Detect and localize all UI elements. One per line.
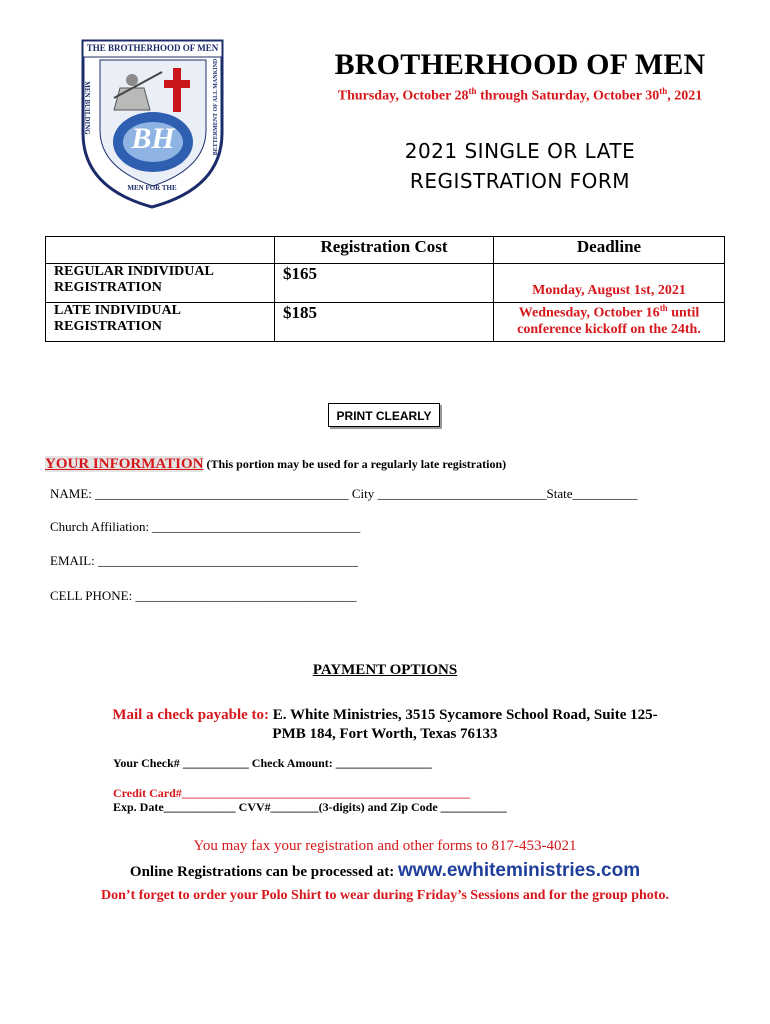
logo-right-text: BETTERMENT OF ALL MANKIND	[213, 58, 219, 156]
table-row	[46, 303, 725, 342]
email-field[interactable]: EMAIL: ________________________________________	[50, 553, 359, 568]
check-number-field[interactable]: Your Check# ___________ Check Amount: ________________	[113, 756, 432, 770]
table-row	[46, 264, 725, 303]
expiration-cvv-zip-field[interactable]: Exp. Date____________ CVV#________(3-digits) and Zip Code ___________	[113, 800, 507, 814]
registration-cost-table	[45, 236, 725, 342]
online-registration-line	[0, 860, 770, 882]
page-title: BROTHERHOOD OF MEN	[334, 48, 706, 81]
mail-address: E. White Ministries, 3515 Sycamore School Road, Suite 125-PMB 184, Fort Worth, Texas 76133	[272, 707, 658, 742]
website-link[interactable]: www.ewhiteministries.com	[397, 860, 641, 881]
row-deadline-late: Wednesday, October 16th until conference kickoff on the 24th.	[494, 303, 725, 342]
logo-left-text: MEN BUILDING	[83, 81, 91, 135]
cell-phone-field[interactable]: CELL PHONE: __________________________________	[50, 588, 357, 603]
logo-bottom-text: MEN FOR THE	[127, 184, 177, 192]
table-header-blank	[46, 237, 275, 264]
row-cost-late: $185	[275, 303, 494, 342]
your-information-note: (This portion may be used for a regularly late registration)	[203, 457, 507, 471]
form-title-line2: REGISTRATION FORM	[409, 169, 631, 193]
event-dates: Thursday, October 28th through Saturday, October 30th, 2021	[337, 86, 703, 104]
brotherhood-logo	[80, 38, 225, 210]
row-label-late: LATE INDIVIDUAL REGISTRATION	[46, 303, 275, 342]
payment-options-title: PAYMENT OPTIONS	[312, 662, 458, 678]
polo-shirt-reminder: Don’t forget to order your Polo Shirt to wear during Friday’s Sessions and for the group photo.	[101, 888, 669, 903]
table-header-row	[46, 237, 725, 264]
row-label-regular: REGULAR INDIVIDUAL REGISTRATION	[46, 264, 275, 303]
church-affiliation-field[interactable]: Church Affiliation: ________________________________	[50, 519, 361, 534]
your-information-heading	[45, 456, 506, 473]
online-prefix: Online Registrations can be processed at:	[129, 864, 398, 880]
form-title	[360, 136, 680, 196]
your-information-label: YOUR INFORMATION	[45, 456, 204, 472]
form-title-line1: 2021 SINGLE OR LATE	[404, 139, 636, 163]
logo-top-text: THE BROTHERHOOD OF MEN	[86, 43, 219, 53]
row-deadline-regular: Monday, August 1st, 2021	[494, 264, 725, 303]
print-clearly-box: PRINT CLEARLY	[328, 403, 440, 427]
mail-check-instructions	[100, 706, 670, 744]
mail-check-prefix: Mail a check payable to:	[112, 707, 273, 723]
header-deadline: Deadline	[494, 237, 725, 264]
fax-instructions: You may fax your registration and other forms to 817-453-4021	[193, 838, 577, 854]
logo-monogram: BH	[131, 122, 175, 155]
name-city-state-field[interactable]: NAME: _______________________________________ City __________________________State__________	[50, 486, 638, 501]
credit-card-field[interactable]: Credit Card#________________________________________________	[113, 786, 470, 800]
row-cost-regular: $165	[275, 264, 494, 303]
header-registration-cost: Registration Cost	[275, 237, 494, 264]
